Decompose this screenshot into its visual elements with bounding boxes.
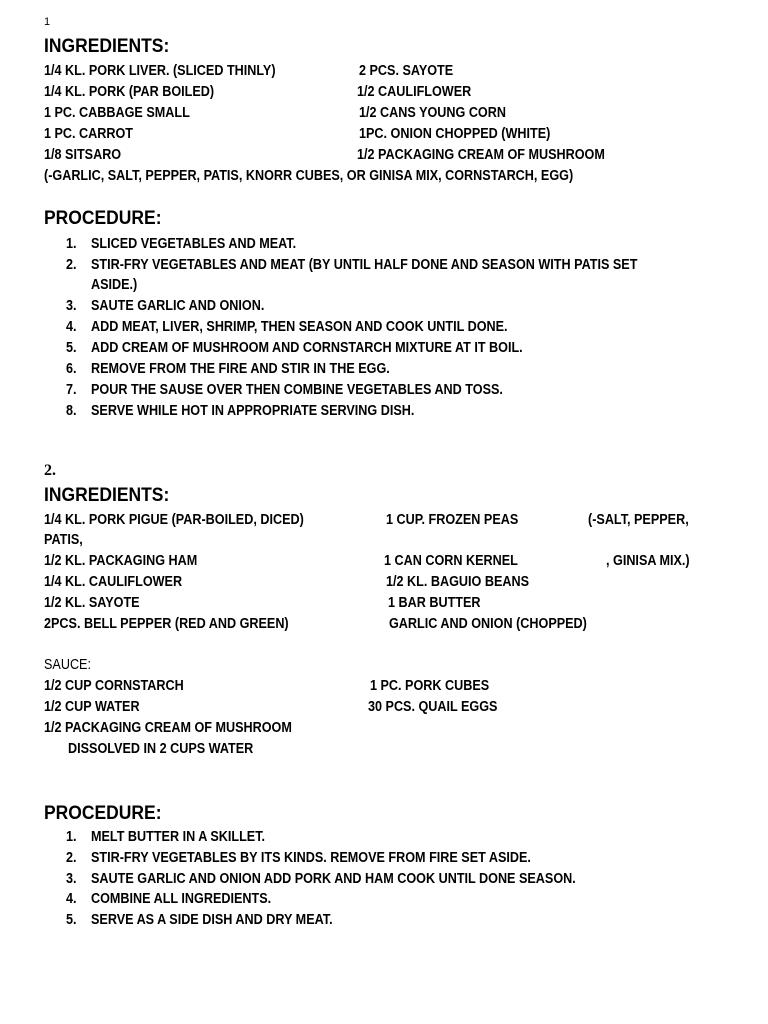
step-text: STIR-FRY VEGETABLES BY ITS KINDS. REMOVE FROM FIRE SET ASIDE.: [91, 850, 531, 866]
step-text: SERVE AS A SIDE DISH AND DRY MEAT.: [91, 912, 333, 928]
step-number: 1.: [66, 236, 77, 252]
step-text: ADD MEAT, LIVER, SHRIMP, THEN SEASON AND COOK UNTIL DONE.: [91, 319, 508, 335]
step-text: ADD CREAM OF MUSHROOM AND CORNSTARCH MIXTURE AT IT BOIL.: [91, 340, 523, 356]
ingredient-item: 1PC. ONION CHOPPED (WHITE): [359, 126, 551, 142]
step-number: 1.: [66, 829, 77, 845]
ingredient-item: 1/8 SITSARO: [44, 147, 122, 163]
step-text: REMOVE FROM THE FIRE AND STIR IN THE EGG.: [91, 361, 390, 377]
recipe-number: 1: [44, 16, 51, 28]
step-text: COMBINE ALL INGREDIENTS.: [91, 891, 272, 907]
step-text: STIR-FRY VEGETABLES AND MEAT (BY UNTIL HALF DONE AND SEASON WITH PATIS SET: [91, 257, 638, 273]
ingredient-item: PATIS,: [44, 532, 83, 548]
ingredient-item: 2 PCS. SAYOTE: [359, 63, 454, 79]
step-number: 3.: [66, 871, 77, 887]
step-number: 2.: [66, 850, 77, 866]
seasonings-line: (-SALT, PEPPER,: [588, 512, 689, 528]
ingredient-item: 1/4 KL. PORK LIVER. (SLICED THINLY): [44, 63, 276, 79]
sauce-heading: SAUCE:: [44, 657, 91, 673]
ingredient-item: 1/4 KL. PORK PIGUE (PAR-BOILED, DICED): [44, 512, 304, 528]
sauce-item: 1/2 PACKAGING CREAM OF MUSHROOM: [44, 720, 292, 736]
ingredient-item: 1/4 KL. CAULIFLOWER: [44, 574, 183, 590]
step-number: 7.: [66, 382, 77, 398]
recipe-number: 2.: [44, 462, 56, 479]
step-number: 6.: [66, 361, 77, 377]
procedure-heading: PROCEDURE:: [44, 803, 162, 824]
step-text: SERVE WHILE HOT IN APPROPRIATE SERVING DISH.: [91, 403, 415, 419]
step-text: POUR THE SAUSE OVER THEN COMBINE VEGETABLES AND TOSS.: [91, 382, 503, 398]
ingredients-heading: INGREDIENTS:: [44, 36, 170, 57]
step-number: 8.: [66, 403, 77, 419]
step-number: 4.: [66, 319, 77, 335]
step-number: 5.: [66, 912, 77, 928]
ingredient-item: 1/2 KL. PACKAGING HAM: [44, 553, 198, 569]
sauce-item: 1/2 CUP CORNSTARCH: [44, 678, 184, 694]
step-text-continued: ASIDE.): [91, 277, 138, 293]
step-text: SAUTE GARLIC AND ONION ADD PORK AND HAM COOK UNTIL DONE SEASON.: [91, 871, 576, 887]
ingredient-item: 1 CUP. FROZEN PEAS: [386, 512, 519, 528]
ingredient-item: 1 BAR BUTTER: [388, 595, 481, 611]
seasonings-line: , GINISA MIX.): [606, 553, 690, 569]
sauce-item: DISSOLVED IN 2 CUPS WATER: [68, 741, 254, 757]
ingredient-item: 1/2 KL. BAGUIO BEANS: [386, 574, 529, 590]
seasonings-line: (-GARLIC, SALT, PEPPER, PATIS, KNORR CUBES, OR GINISA MIX, CORNSTARCH, EGG): [44, 168, 574, 184]
step-text: MELT BUTTER IN A SKILLET.: [91, 829, 266, 845]
ingredient-item: 1 PC. CABBAGE SMALL: [44, 105, 190, 121]
step-number: 5.: [66, 340, 77, 356]
ingredient-item: 1/4 KL. PORK (PAR BOILED): [44, 84, 215, 100]
sauce-item: 1/2 CUP WATER: [44, 699, 140, 715]
ingredient-item: GARLIC AND ONION (CHOPPED): [389, 616, 587, 632]
ingredient-item: 1/2 CANS YOUNG CORN: [359, 105, 506, 121]
step-text: SLICED VEGETABLES AND MEAT.: [91, 236, 297, 252]
ingredient-item: 2PCS. BELL PEPPER (RED AND GREEN): [44, 616, 289, 632]
ingredient-item: 1 CAN CORN KERNEL: [384, 553, 518, 569]
ingredient-item: 1/2 PACKAGING CREAM OF MUSHROOM: [357, 147, 605, 163]
ingredient-item: 1 PC. CARROT: [44, 126, 134, 142]
ingredient-item: 1/2 CAULIFLOWER: [357, 84, 472, 100]
ingredients-heading: INGREDIENTS:: [44, 485, 170, 506]
step-number: 4.: [66, 891, 77, 907]
sauce-item: 1 PC. PORK CUBES: [370, 678, 490, 694]
step-number: 3.: [66, 298, 77, 314]
step-text: SAUTE GARLIC AND ONION.: [91, 298, 265, 314]
ingredient-item: 1/2 KL. SAYOTE: [44, 595, 140, 611]
sauce-item: 30 PCS. QUAIL EGGS: [368, 699, 498, 715]
step-number: 2.: [66, 257, 77, 273]
procedure-heading: PROCEDURE:: [44, 208, 162, 229]
